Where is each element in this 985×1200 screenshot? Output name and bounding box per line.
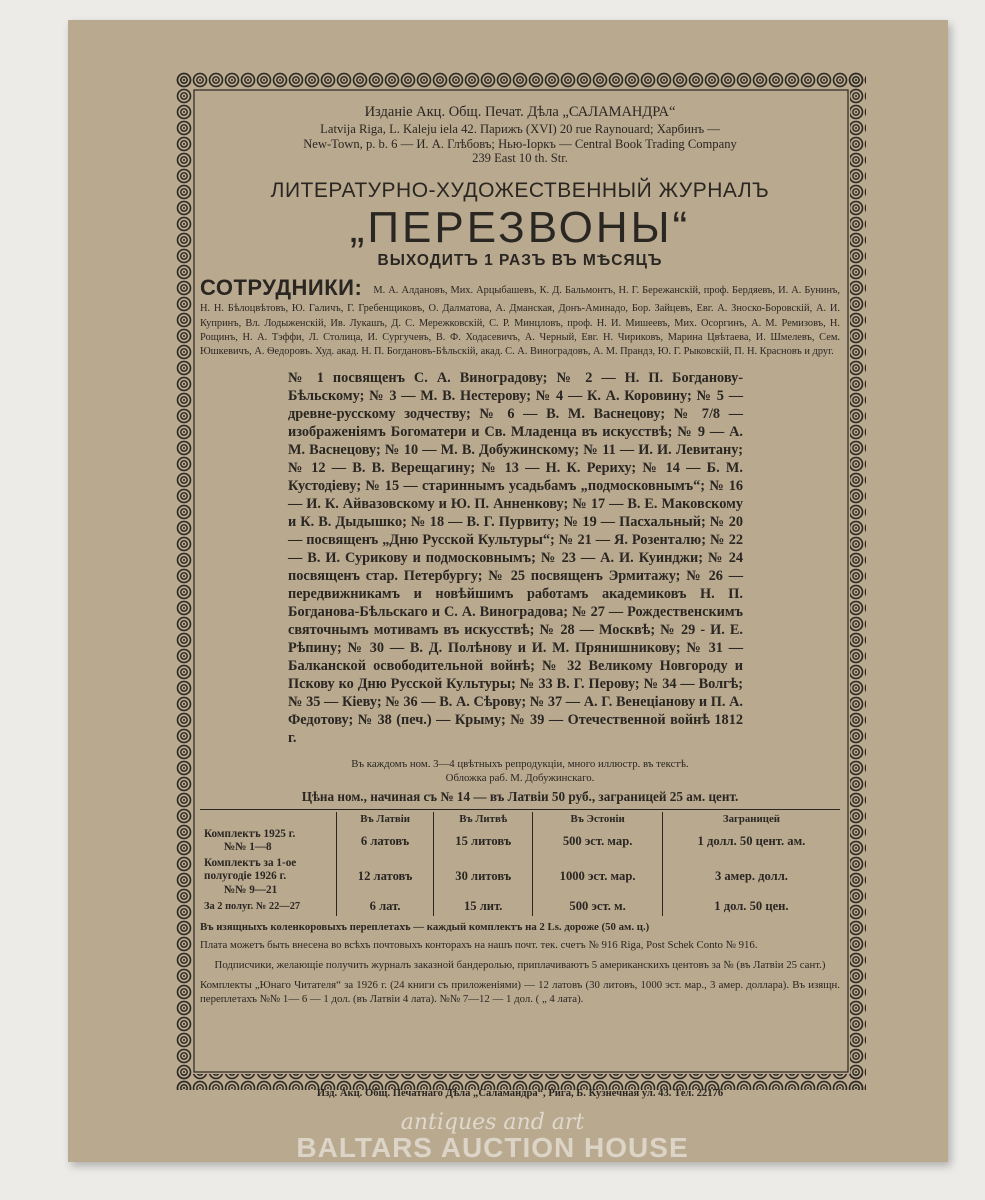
issues-list: № 1 посвященъ С. А. Виноградову; № 2 — Н. П. Богданову-Бѣльскому; № 3 — М. В. Нестерову; № 4 — К. А. Коровину; № 5 — древне-русскому зодчеству; № 6 — В. М. Васнецову; № 7/8 — изображеніямъ Богоматери и Св. Младенца въ искусствѣ; № 9 — А. М. Васнецову; № 10 — М. В. Добужинскому; № 11 — И. И. Левитану; № 12 — В. В. Верещагину; № 13 — Н. К. Рериху; № 14 — Б. М. Кустодіеву; № 15 — стариннымъ усадьбамъ „подмосковнымъ“; № 16 — И. К. Айвазовскому и Ю. П. Анненкову; № 17 — В. Е. Маковскому и К. В. Дыдышко; № 18 — В. Г. Пурвиту; № 19 — Пасхальный; № 20 — посвященъ „Дню Русской Культуры“; № 21 — Я. Розенталю; № 22 — В. И. Сурикову и подмосковнымъ; № 23 — А. И. Куинджи; № 24 посвященъ стар. Петербургу; № 25 посвященъ Эрмитажу; № 26 — передвижникамъ и новѣйшимъ работамъ академиковъ Н. П. Богданова-Бѣльскаго и С. А. Виноградова; № 27 — Рождественскимъ святочнымъ мотивамъ въ искусствѣ; № 28 — Москвѣ; № 29 - И. Е. Рѣпину; № 30 — В. Д. Полѣнову и И. М. Прянишникову; № 31 — Балканской освободительной войнѣ; № 32 Великому Новгороду и Пскову ко Дню Русской Культуры; № 33 В. Г. Перову; № 34 — Волгѣ; № 35 — Кіеву; № 36 — В. А. Сѣрову; № 37 — А. Г. Венеціанову и П. А. Федотову; № 38 (печ.) — Крыму; № 39 — Отечественной войнѣ 1812 г. xyxy=(288,369,743,746)
table-cell: 12 латовъ xyxy=(337,856,434,898)
table-cell: 1000 эст. мар. xyxy=(533,856,663,898)
row-label-title: За 2 полуг. № 22—27 xyxy=(204,900,301,912)
binding-note: Въ изящныхъ коленкоровыхъ переплетахъ — каждый комплектъ на 2 Ls. дороже (50 ам. ц.) xyxy=(200,920,650,933)
table-cell: 6 латовъ xyxy=(337,827,434,856)
cover-artist-note: Обложка раб. М. Добужинскаго. xyxy=(445,771,595,784)
table-cell: 15 литовъ xyxy=(434,827,533,856)
watermark-tagline: antiques and art xyxy=(400,1110,585,1135)
row-label xyxy=(200,827,337,856)
table-cell: 3 амер. долл. xyxy=(662,856,840,898)
cover-content xyxy=(200,98,840,1066)
table-cell: 1 долл. 50 цент. ам. xyxy=(662,827,840,856)
table-cell: 500 эст. мар. xyxy=(533,827,663,856)
row-label-issues: №№ 1—8 xyxy=(224,841,272,854)
address-line-3: 239 East 10 th. Str. xyxy=(472,151,568,166)
printer-footer: Изд. Акц. Общ. Печатнаго Дѣла „Саламандра“, Рига, Б. Кузнечная ул. 43. Тел. 22176 xyxy=(316,1088,724,1099)
row-label-issues: №№ 9—21 xyxy=(224,883,278,896)
address-line-2: New-Town, p. b. 6 — И. А. Глѣбовъ; Нью-Іоркъ — Central Book Trading Company xyxy=(303,136,737,151)
table-cell: 30 литовъ xyxy=(434,856,533,898)
table-cell: 6 лат. xyxy=(337,898,434,915)
journal-type: ЛИТЕРАТУРНО-ХУДОЖЕСТВЕННЫЙ ЖУРНАЛЪ xyxy=(270,179,770,203)
table-header-row xyxy=(200,812,840,827)
contributors-heading: СОТРУДНИКИ: xyxy=(200,274,363,300)
table-header-lithuania: Въ Литвѣ xyxy=(434,812,533,827)
subscribers-note: Подписчики, желающіе получить журналъ заказной бандеролью, приплачиваютъ 5 американскихъ центовъ за № (въ Латвіи 25 сант.) xyxy=(214,958,826,971)
watermark-auction-house: BALTARS AUCTION HOUSE xyxy=(296,1132,689,1163)
contributors-names: М. А. Алдановъ, Мих. Арцыбашевъ, К. Д. Бальмонтъ, Н. Г. Бережанскій, проф. Бердяевъ, И. А. Бунинъ, Н. Н. Бѣлоцвѣтовъ, Ю. Галичъ, Г. Гребенщиковъ, О. Далматова, А. Дманская, Донъ-Аминадо, Бор. Зайцевъ, Евг. А. Зноско-Боровскій, А. И. Купринъ, Вл. Лодыженскій, Ив. Лукашъ, Д. С. Мережковскій, С. Р. Минцловъ, проф. Н. И. Мишеевъ, Мих. Осоргинъ, А. М. Ремизовъ, Н. Рощинъ, Н. А. Тэффи, Л. Столица, И. Сургучевъ, В. Ф. Ходасевичъ, А. Черный, Евг. Н. Чириковъ, Марина Цвѣтаева, И. Шмелевъ, Сем. Юшкевичъ, А. Ѳедоровъ. Худ. акад. Н. П. Богдановъ-Бѣльскій, акад. С. А. Виноградовъ, А. М. Прандз, Ю. Г. Рыковскій, П. Н. Красновъ и друг. xyxy=(200,284,840,357)
row-label-title: Комплектъ за 1-ое полугодіе 1926 г. xyxy=(204,856,297,883)
table-header-blank xyxy=(200,812,337,827)
subscription-price-table xyxy=(200,812,840,916)
row-label-title: Комплектъ 1925 г. xyxy=(204,827,296,840)
table-row xyxy=(200,827,840,856)
table-header-estonia: Въ Эстоніи xyxy=(533,812,663,827)
table-row xyxy=(200,856,840,898)
journal-name: „ПЕРЕЗВОНЫ“ xyxy=(349,202,691,252)
publisher-line: Изданіе Акц. Общ. Печат. Дѣла „САЛАМАНДРА“ xyxy=(364,104,676,120)
table-header-latvia: Въ Латвіи xyxy=(337,812,434,827)
table-row xyxy=(200,898,840,915)
table-cell: 500 эст. м. xyxy=(533,898,663,915)
row-label xyxy=(200,856,337,898)
journal-frequency: ВЫХОДИТЪ 1 РАЗЪ ВЪ МѢСЯЦЪ xyxy=(377,251,663,269)
contributors-block xyxy=(200,273,840,359)
payment-note: Плата можетъ быть внесена во всѣхъ почтовыхъ конторахъ на нашъ почт. тек. счетъ № 916 Riga, Post Schek Conto № 916. xyxy=(200,938,758,951)
divider xyxy=(200,809,840,810)
table-header-abroad: Заграницей xyxy=(662,812,840,827)
issue-price-line: Цѣна ном., начиная съ № 14 — въ Латвіи 50 руб., заграницей 25 ам. цент. xyxy=(301,788,739,804)
address-line-1: Latvija Riga, L. Kaleju iela 42. Парижъ (XVI) 20 rue Raynouard; Харбинъ — xyxy=(320,121,720,136)
table-cell: 1 дол. 50 цен. xyxy=(662,898,840,915)
reproductions-note: Въ каждомъ ном. 3—4 цвѣтныхъ репродукціи, много иллюстр. въ текстѣ. xyxy=(351,757,689,770)
row-label xyxy=(200,898,337,915)
table-cell: 15 лит. xyxy=(434,898,533,915)
young-reader-note: Комплекты „Юнаго Читателя“ за 1926 г. (24 книги съ приложеніями) — 12 латовъ (30 литовъ, 1000 эст. мар., 3 амер. доллара). Въ изящн. переплетахъ №№ 1— 6 — 1 дол. (въ Латвіи 4 лата). №№ 7—12 — 1 дол. ( „ 4 лата). xyxy=(200,978,840,1005)
